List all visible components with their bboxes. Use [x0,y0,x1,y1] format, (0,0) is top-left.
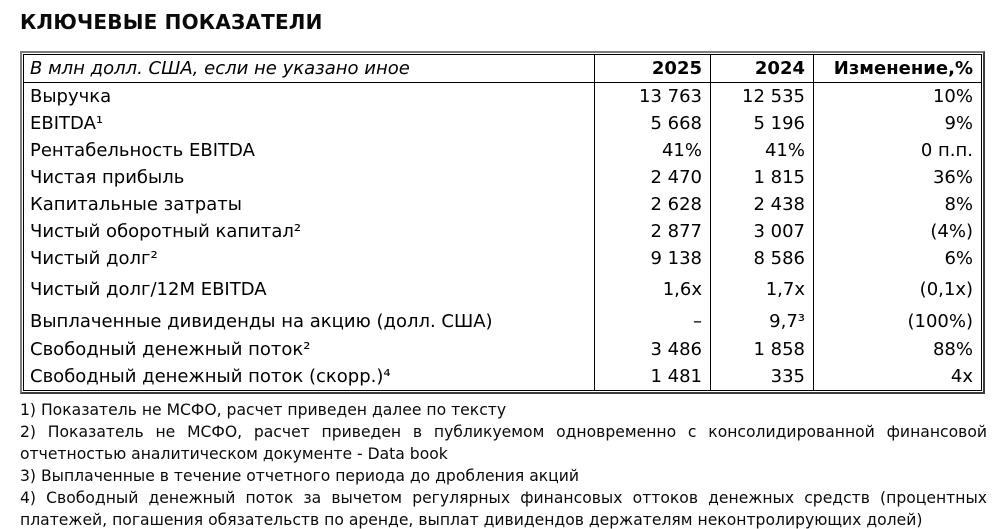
value-2024: 3 007 [711,218,814,245]
value-2024: 1,7x [711,272,814,304]
page-title: КЛЮЧЕВЫЕ ПОКАЗАТЕЛИ [20,10,323,34]
row-label: EBITDA¹ [24,110,595,137]
table-row [24,363,982,391]
header-col-2025: 2025 [595,55,711,83]
value-2024: 335 [711,363,814,391]
row-label: Капитальные затраты [24,191,595,218]
table-row [24,218,982,245]
row-label: Выручка [24,83,595,111]
footnote-3: 3) Выплаченные в течение отчетного периода до дробления акций [20,467,580,485]
table-header-row [24,55,982,83]
value-2025: 41% [595,137,711,164]
value-change: 88% [932,339,973,360]
value-2025: 1,6x [595,272,711,304]
value-2024: 12 535 [711,83,814,111]
row-label: Чистая прибыль [24,164,595,191]
table-row [24,336,982,363]
value-2025: 1 481 [595,363,711,391]
table-row [24,191,982,218]
table-row [24,137,982,164]
value-change: 9% [944,113,973,134]
value-2025: 3 486 [595,336,711,363]
value-change: 10% [932,86,973,107]
value-2024: 1 858 [711,336,814,363]
row-label: Чистый долг/12M EBITDA [24,272,595,304]
value-change: 36% [932,167,973,188]
kpi-table [23,54,982,391]
value-change: 6% [944,248,973,269]
value-change: 0 п.п. [920,140,973,161]
table-row [24,164,982,191]
table-row [24,272,982,304]
value-2025: 13 763 [595,83,711,111]
value-change: (4%) [930,221,973,242]
value-change: 8% [944,194,973,215]
value-2025: – [595,304,711,336]
value-2024: 1 815 [711,164,814,191]
value-change: (100%) [907,311,973,332]
footnote-4: 4) Свободный денежный поток за вычетом регулярных финансовых оттоков денежных средств (процентных платежей, погашения обязательств по аренде, выплат дивидендов держателям неконтролирующих долей) [20,489,987,529]
value-2025: 2 877 [595,218,711,245]
value-2025: 9 138 [595,245,711,272]
value-2025: 2 470 [595,164,711,191]
footnote-1: 1) Показатель не МСФО, расчет приведен далее по тексту [20,401,507,419]
footnotes [20,399,987,529]
value-2024: 41% [711,137,814,164]
table-row [24,245,982,272]
row-label: Чистый оборотный капитал² [24,218,595,245]
key-indicators-table [20,51,985,394]
table-row [24,304,982,336]
value-2024: 5 196 [711,110,814,137]
row-label: Рентабельность EBITDA [24,137,595,164]
row-label: Свободный денежный поток (скорр.)⁴ [24,363,595,391]
value-change: 4x [950,366,973,387]
table-row [24,83,982,111]
row-label: Свободный денежный поток² [24,336,595,363]
value-2024: 9,7³ [711,304,814,336]
header-units-label: В млн долл. США, если не указано иное [24,55,595,83]
header-col-2024: 2024 [711,55,814,83]
value-2025: 5 668 [595,110,711,137]
value-2024: 2 438 [711,191,814,218]
value-2024: 8 586 [711,245,814,272]
value-change: (0,1x) [919,279,973,300]
value-2025: 2 628 [595,191,711,218]
header-col-change: Изменение,% [814,55,982,83]
footnote-2: 2) Показатель не МСФО, расчет приведен в публикуемом одновременно с консолидированной финансовой отчетностью аналитическом документе - Data book [20,423,987,463]
table-row [24,110,982,137]
row-label: Чистый долг² [24,245,595,272]
row-label: Выплаченные дивиденды на акцию (долл. США) [24,304,595,336]
